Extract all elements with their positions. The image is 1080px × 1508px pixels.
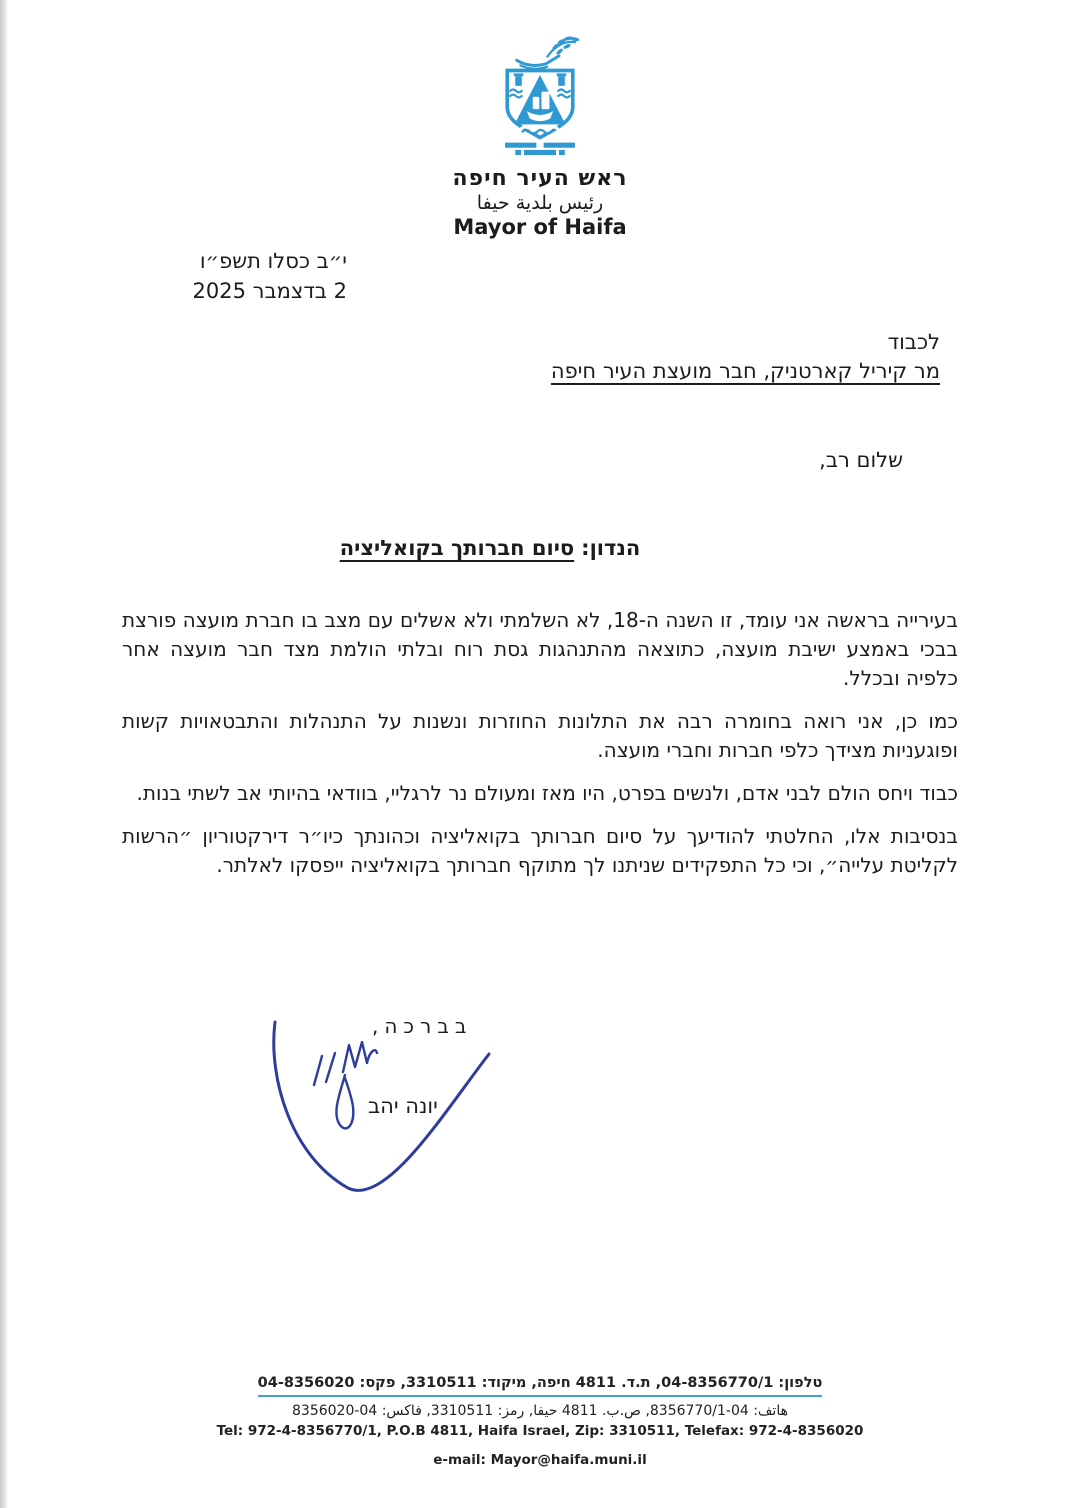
footer [0, 1372, 1080, 1468]
footer-contact-hebrew: טלפון: 04-8356770/1, ת.ד. 4811 חיפה, מיקוד: 3310511, פקס: 04-8356020 [258, 1375, 823, 1397]
recipient-block [551, 328, 940, 386]
subject-label: הנדון: [581, 536, 641, 560]
letter-body [122, 606, 958, 894]
signer-name: יונה יהב [368, 1094, 438, 1118]
footer-contact-english: Tel: 972-4-8356770/1, P.O.B 4811, Haifa Israel, Zip: 3310511, Telefax: 972-4-8356020 [216, 1423, 864, 1439]
body-paragraph-4: בנסיבות אלו, החלטתי להודיעך על סיום חברותך בקואליציה וכהונתך כיו״ר דירקטוריון ״הרשות לקליטת עלייה״, וכי כל התפקידים שניתנו לך מתוקף חברותך בקואליציה ייפסקו לאלתר. [122, 824, 958, 877]
footer-email: e-mail: Mayor@haifa.muni.il [433, 1452, 647, 1468]
date-hebrew: י״ב כסלו תשפ״ו [199, 249, 347, 273]
letterhead-title-english: Mayor of Haifa [453, 215, 627, 239]
body-paragraph-1: בעירייה בראשה אני עומד, זו השנה ה-18, לא השלמתי ולא אשלים עם מצב בו חברת מועצה פורצת בבכי באמצע ישיבת מועצה, כתוצאה מהתנהגות גסת רוח ובלתי הולמת מצד חבר מועצה אחר כלפיה ובכלל. [122, 608, 958, 690]
body-paragraph-3: כבוד ויחס הולם לבני אדם, ולנשים בפרט, היו מאז ומעולם נר לרגליי, בוודאי בהיותי אב לשתי בנות. [136, 781, 958, 805]
letterhead-title-arabic: رئيس بلدية حيفا [476, 192, 604, 214]
date-block [155, 246, 347, 306]
date-gregorian: 2 בדצמבר 2025 [192, 279, 347, 303]
subject-line [0, 536, 1080, 560]
subject-inner [340, 536, 641, 560]
footer-contact-arabic: هاتف: 04-8356770/1, ص.ب. 4811 حيفا, رمز: 3310511, فاكس: 04-8356020 [292, 1403, 788, 1419]
body-paragraph-2: כמו כן, אני רואה בחומרה רבה את התלונות החוזרות ונשנות על התנהלות והתבטאויות קשות ופוגעניות מצידך כלפי חברות וחברי מועצה. [122, 709, 958, 762]
haifa-city-emblem-icon [489, 34, 591, 158]
recipient-salutation: לכבוד [887, 330, 940, 354]
greeting: שלום רב, [819, 448, 903, 472]
subject-text: סיום חברותך בקואליציה [339, 536, 575, 560]
valediction: בברכה, [372, 1014, 473, 1038]
letterhead-title-hebrew: ראש העיר חיפה [452, 166, 628, 191]
letterhead [0, 34, 1080, 239]
footer-contact-hebrew-row [0, 1372, 1080, 1397]
recipient-name: מר קיריל קארטניק, חבר מועצת העיר חיפה [550, 359, 940, 383]
